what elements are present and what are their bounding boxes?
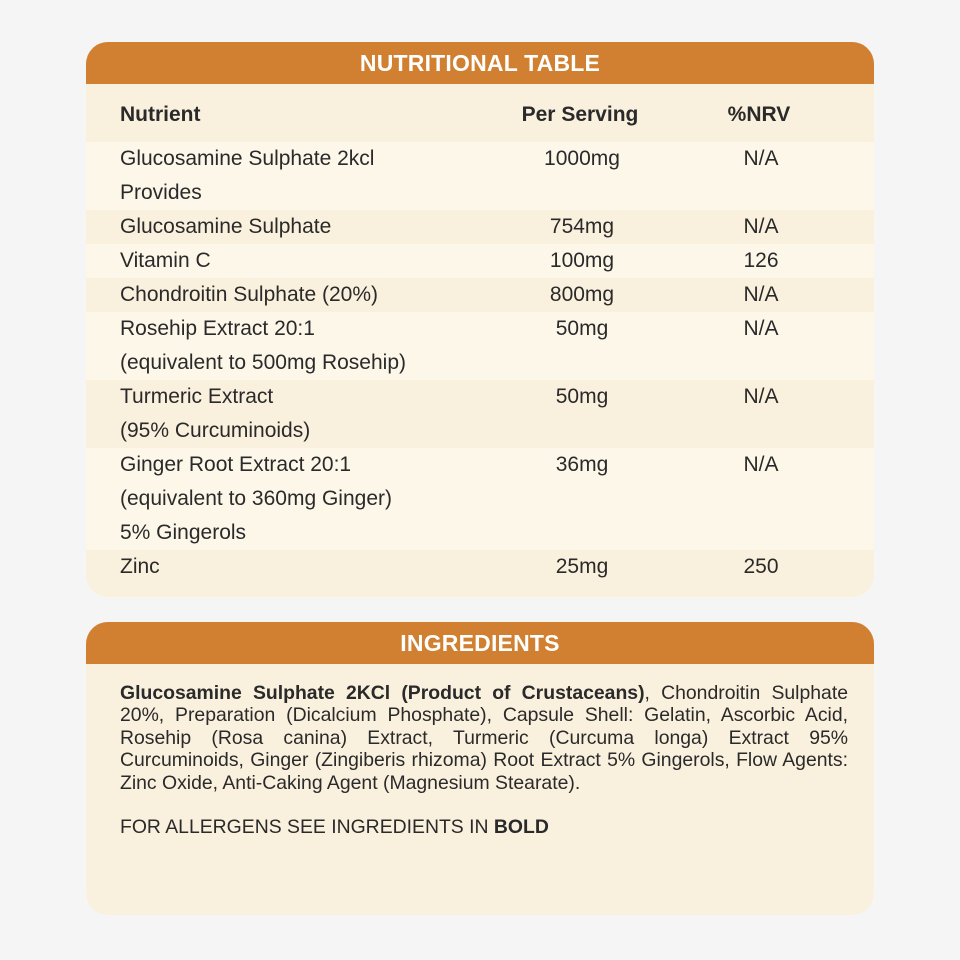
nutritional-table-header: NUTRITIONAL TABLE [86, 42, 874, 84]
nrv-value: 126 [743, 249, 779, 272]
per-serving-value: 36mg [555, 453, 609, 476]
table-row [86, 312, 874, 380]
allergen-note-bold: BOLD [493, 816, 549, 839]
nutrient-name [86, 380, 496, 448]
ingredients-text [120, 664, 848, 838]
nrv-value: 250 [743, 555, 779, 578]
nutrient-name-line: Ginger Root Extract 20:1 [120, 453, 352, 476]
nutrient-name-line: Zinc [120, 555, 160, 578]
table-row [86, 278, 874, 312]
per-serving-value: 1000mg [544, 147, 620, 170]
nutrient-name [86, 448, 496, 550]
allergen-note [120, 816, 848, 838]
nutrient-name-line: 5% Gingerols [120, 521, 247, 544]
nutrient-name-line: (95% Curcuminoids) [120, 419, 311, 442]
allergen-note-text: FOR ALLERGENS SEE INGREDIENTS IN [120, 816, 494, 839]
per-serving-value: 50mg [555, 385, 609, 408]
nrv-value: N/A [743, 385, 779, 408]
table-header-row [86, 84, 874, 142]
nutrition-table [86, 84, 874, 584]
nutrient-name [86, 278, 496, 312]
nrv-value: N/A [743, 147, 779, 170]
table-row [86, 210, 874, 244]
nrv-value: N/A [743, 215, 779, 238]
nutrient-name-line: Provides [120, 181, 202, 204]
nutrient-name [86, 210, 496, 244]
table-row [86, 380, 874, 448]
nrv-value: N/A [743, 317, 779, 340]
nutrient-name-line: Turmeric Extract [120, 385, 274, 408]
per-serving-value: 800mg [549, 283, 615, 306]
ingredients-list: , Chondroitin Sulphate 20%, Preparation (Dicalcium Phosphate), Capsule Shell: Gelatin, Ascorbic Acid, Rosehip (Rosa canina) Extract, Turmeric (Curcuma longa) Extract 95% Curcuminoids, Ginger (Zingiberis rhizoma) Root Extract 5% Gingerols, Flow Agents: Zinc Oxide, Anti-Caking Agent (Magnesium Stearate). [120, 682, 848, 794]
table-row [86, 550, 874, 584]
column-header-per-serving: Per Serving [521, 103, 639, 126]
column-header-nutrient: Nutrient [120, 103, 201, 126]
table-row [86, 244, 874, 278]
nutritional-table-card [86, 42, 874, 597]
nutrient-name-line: Chondroitin Sulphate (20%) [120, 283, 378, 306]
column-header-nrv: %NRV [727, 103, 791, 126]
nutrient-name [86, 550, 496, 584]
nutrient-name-line: Glucosamine Sulphate [120, 215, 332, 238]
nrv-value: N/A [743, 283, 779, 306]
nutrient-name [86, 142, 496, 210]
per-serving-value: 50mg [555, 317, 609, 340]
nutrient-name [86, 244, 496, 278]
nutrient-name-line: Vitamin C [120, 249, 211, 272]
ingredients-paragraph [120, 682, 848, 794]
nrv-value: N/A [743, 453, 779, 476]
nutrient-name [86, 312, 496, 380]
ingredients-header: INGREDIENTS [86, 622, 874, 664]
nutrient-name-line: (equivalent to 500mg Rosehip) [120, 351, 407, 374]
ingredients-card [86, 622, 874, 915]
per-serving-value: 754mg [549, 215, 615, 238]
table-row [86, 448, 874, 550]
ingredients-bold-allergen: Glucosamine Sulphate 2KCl (Product of Crustaceans) [120, 682, 645, 704]
table-row [86, 142, 874, 210]
nutrient-name-line: (equivalent to 360mg Ginger) [120, 487, 392, 510]
per-serving-value: 25mg [555, 555, 609, 578]
per-serving-value: 100mg [549, 249, 615, 272]
nutrient-name-line: Glucosamine Sulphate 2kcl [120, 147, 375, 170]
nutrient-name-line: Rosehip Extract 20:1 [120, 317, 315, 340]
